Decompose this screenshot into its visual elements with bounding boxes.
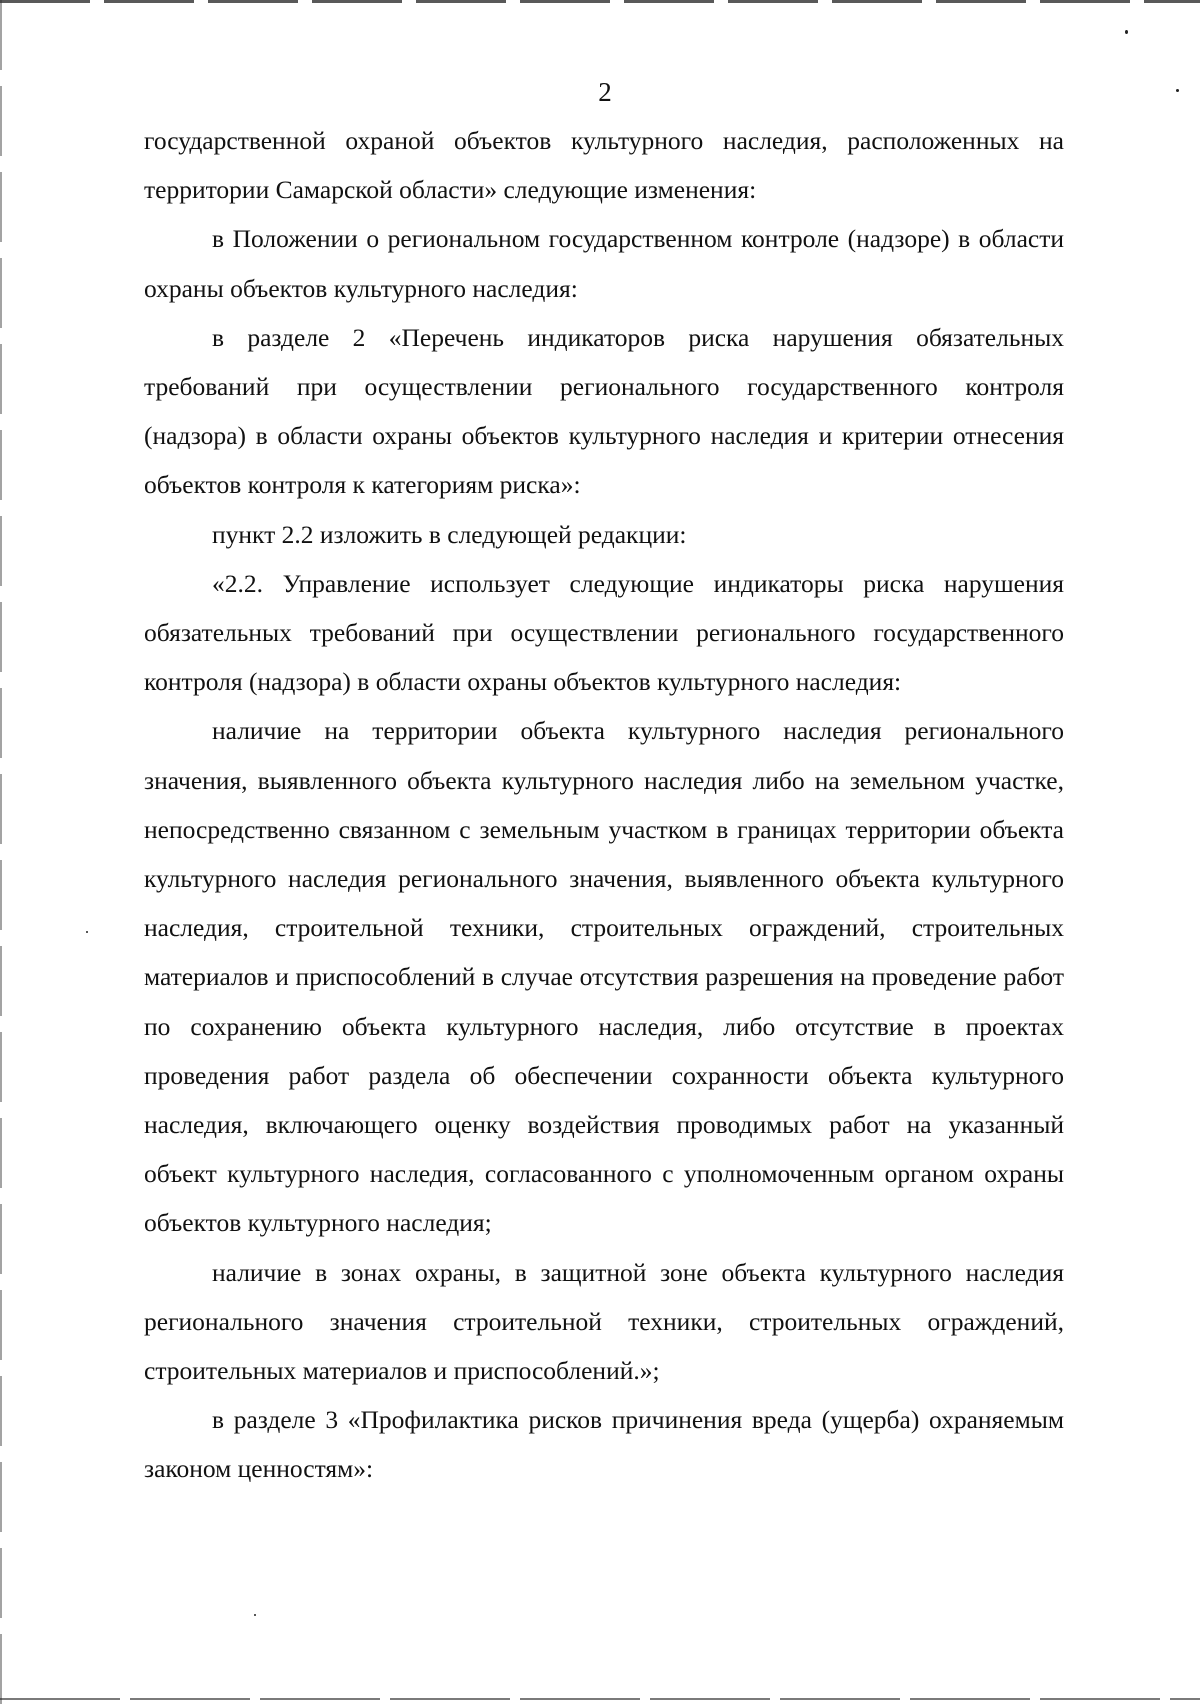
paragraph-continuation: государственной охраной объектов культурного наследия, расположенных на территории Самарской области» следующие изменения: bbox=[144, 126, 1064, 205]
paragraph-risk-indicator-2: наличие в зонах охраны, в защитной зоне объекта культурного наследия регионального значения строительной техники, строительных ограждений, строительных материалов и приспособлений.»; bbox=[144, 1257, 1064, 1386]
scan-speck bbox=[1176, 89, 1179, 92]
paragraph-risk-indicator-1: наличие на территории объекта культурного наследия регионального значения, выявленного объекта культурного наследия либо на земельном участке, непосредственно связанном с земельным участком в границах территории объекта культурного наследия регионального значения, выявленного объекта культурного наследия, строительной техники, строительных ограждений, строительных материалов и приспособлений в случае отсутствия разрешения на проведение работ по сохранению объекта культурного наследия, либо отсутствие в проектах проведения работ раздела об обеспечении сохранности объекта культурного наследия, включающего оценку воздействия проводимых работ на указанный объект культурного наследия, согласованного с уполномоченным органом охраны объектов культурного наследия; bbox=[144, 716, 1064, 1238]
paragraph-section-2: в разделе 2 «Перечень индикаторов риска нарушения обязательных требований при осуществлении регионального государственного контроля (надзора) в области охраны объектов культурного наследия и критерии отнесения объектов контроля к категориям риска»: bbox=[144, 322, 1064, 500]
document-body bbox=[144, 116, 1064, 1494]
scan-left-edge bbox=[0, 0, 2, 1705]
scan-bottom-edge bbox=[0, 1698, 1200, 1700]
page-number: 2 bbox=[598, 77, 612, 107]
paragraph-regulation-amendment: в Положении о региональном государственном контроле (надзоре) в области охраны объектов культурного наследия: bbox=[144, 224, 1064, 303]
paragraph-section-3: в разделе 3 «Профилактика рисков причинения вреда (ущерба) охраняемым законом ценностям»: bbox=[144, 1405, 1064, 1484]
scan-speck bbox=[254, 1614, 256, 1616]
scan-top-edge bbox=[0, 0, 1200, 3]
scan-speck bbox=[1125, 30, 1128, 34]
scan-speck bbox=[86, 931, 88, 933]
paragraph-clause-2-2-text: «2.2. Управление использует следующие индикаторы риска нарушения обязательных требований при осуществлении регионального государственного контроля (надзора) в области охраны объектов культурного наследия: bbox=[144, 568, 1064, 697]
paragraph-clause-2-2: пункт 2.2 изложить в следующей редакции: bbox=[212, 519, 687, 549]
